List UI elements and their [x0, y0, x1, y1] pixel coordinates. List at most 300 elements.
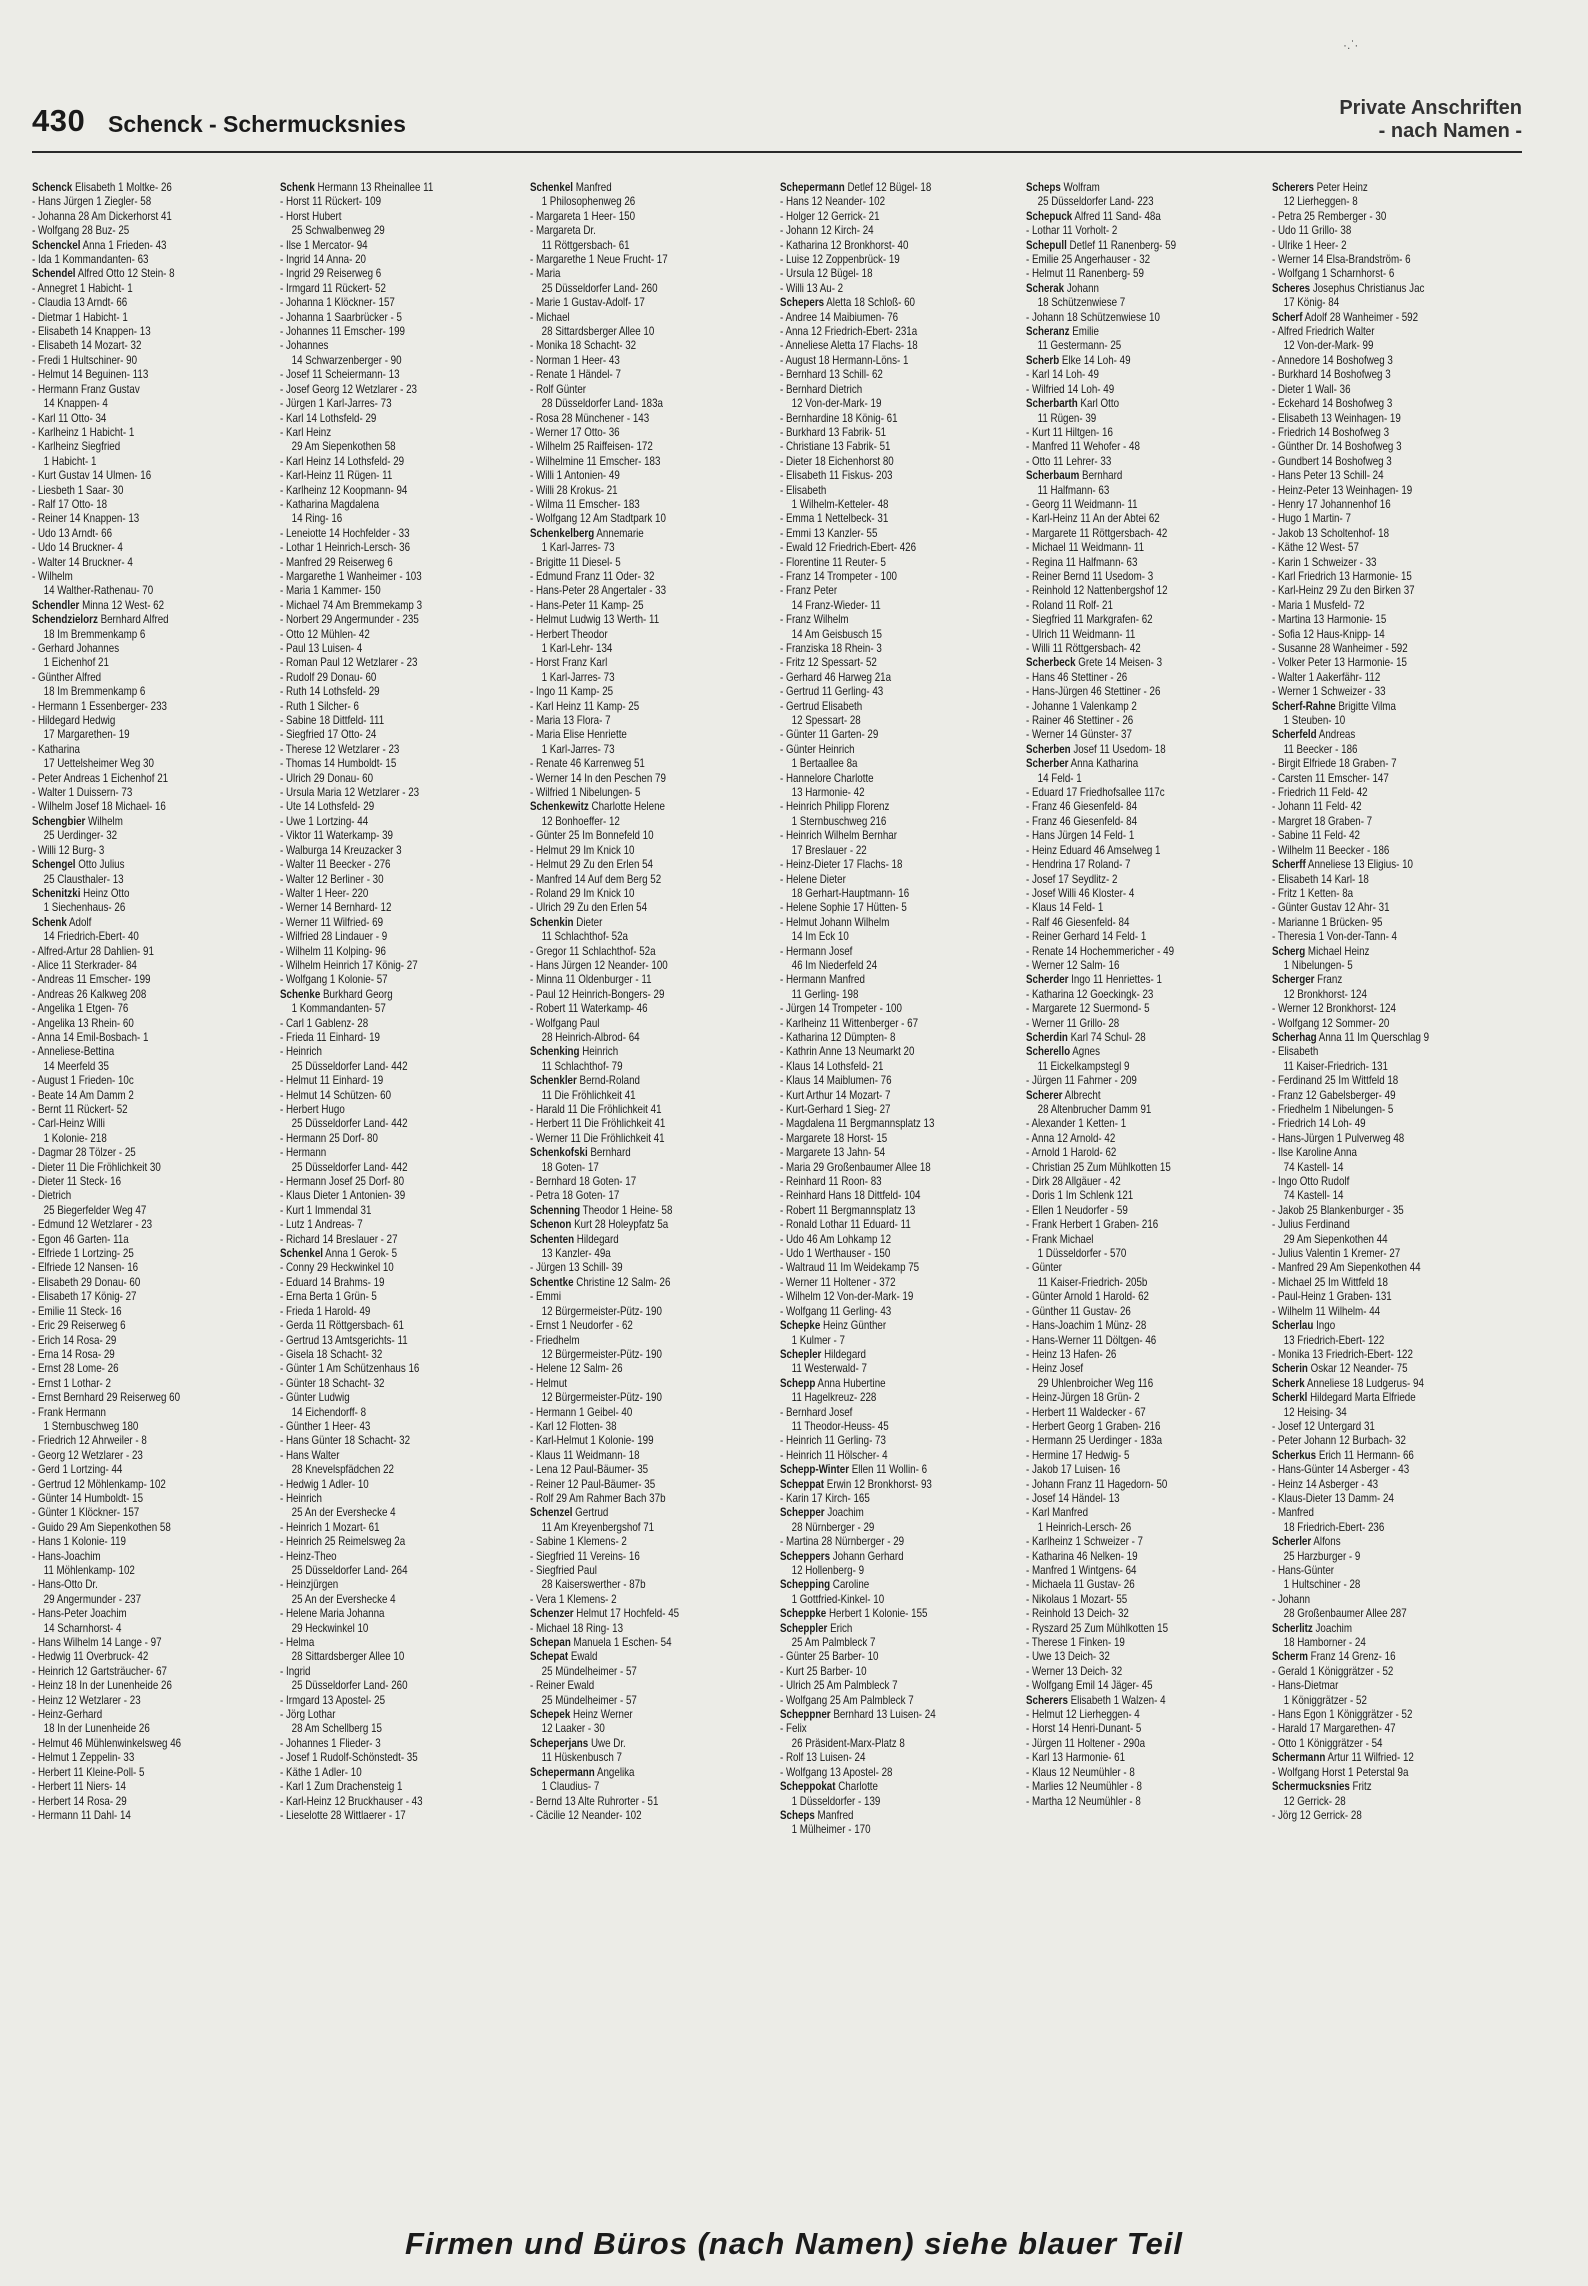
surname: Scherber: [1026, 756, 1069, 771]
directory-entry: - Martina 13 Harmonie- 15: [1272, 612, 1387, 627]
surname: Scherers: [1272, 180, 1314, 194]
directory-entry: Schenzel Gertrud: [530, 1505, 609, 1520]
directory-entry: - Reiner 12 Paul-Bäumer- 35: [530, 1476, 656, 1491]
surname: Schepers: [780, 295, 825, 310]
directory-entry: 18 In der Lunenheide 26: [43, 1721, 150, 1736]
directory-entry: - Günther Dr. 14 Boshofweg 3: [1272, 439, 1402, 454]
directory-entry: Schenten Hildegard: [530, 1231, 619, 1246]
directory-entry: 29 Am Siepenkothen 44: [1283, 1231, 1388, 1246]
directory-entry: - Karl Heinz 14 Lothsfeld- 29: [280, 453, 405, 468]
directory-entry: - Conny 29 Heckwinkel 10: [280, 1260, 394, 1275]
surname: Schenkin: [530, 914, 574, 929]
directory-entry: - Otto 1 Königgrätzer - 54: [1272, 1735, 1383, 1750]
directory-entry: - Johann: [1272, 1591, 1311, 1606]
directory-entry: - Roman Paul 12 Wetzlarer - 23: [280, 655, 418, 670]
directory-column-2: [280, 180, 524, 1822]
directory-entry: - Werner 14 In den Peschen 79: [530, 770, 666, 785]
directory-entry: - Klaus 14 Feld- 1: [1026, 900, 1104, 915]
directory-entry: - Henry 17 Johannenhof 16: [1272, 496, 1391, 511]
directory-entry: - Elisabeth 11 Fiskus- 203: [780, 468, 893, 483]
directory-entry: - Wilhelm 11 Wilhelm- 44: [1272, 1303, 1381, 1318]
directory-entry: - Ruth 1 Silcher- 6: [280, 698, 359, 713]
directory-entry: - Helmut: [530, 1375, 567, 1390]
directory-entry: - Günter 14 Humboldt- 15: [32, 1490, 144, 1505]
directory-entry: - Helmut 14 Beguinen- 113: [32, 367, 149, 382]
directory-entry: Scherbaum Bernhard: [1026, 468, 1123, 483]
directory-entry: 14 Scharnhorst- 4: [43, 1620, 122, 1635]
directory-entry: - Volker Peter 13 Harmonie- 15: [1272, 655, 1407, 670]
directory-entry: 11 Kaiser-Friedrich- 131: [1283, 1058, 1388, 1073]
directory-entry: - Julius Ferdinand: [1272, 1217, 1350, 1232]
directory-entry: 74 Kastell- 14: [1283, 1188, 1344, 1203]
directory-entry: - Maria 29 Großenbaumer Allee 18: [780, 1159, 931, 1174]
directory-entry: 11 Kaiser-Friedrich- 205b: [1037, 1274, 1148, 1289]
directory-entry: - Renate 14 Hochemmericher - 49: [1026, 943, 1175, 958]
directory-entry: - Robert 11 Waterkamp- 46: [530, 1001, 648, 1016]
directory-entry: - Ulrich 11 Weidmann- 11: [1026, 626, 1136, 641]
directory-entry: - Anneliese Aletta 17 Flachs- 18: [780, 338, 918, 353]
directory-entry: Scherer Albrecht: [1026, 1087, 1101, 1102]
directory-entry: - Wilfried 28 Lindauer - 9: [280, 929, 388, 944]
directory-entry: - Hildegard Hedwig: [32, 713, 116, 728]
directory-entry: - Peter Andreas 1 Eichenhof 21: [32, 770, 169, 785]
directory-entry: - Michaela 11 Gustav- 26: [1026, 1577, 1135, 1592]
directory-entry: - Günter Heinrich: [780, 741, 855, 756]
directory-entry: - Susanne 28 Wanheimer - 592: [1272, 641, 1408, 655]
directory-entry: - Käthe 12 West- 57: [1272, 540, 1359, 555]
directory-entry: 11 Gestermann- 25: [1037, 338, 1122, 353]
directory-entry: 12 Bürgermeister-Pütz- 190: [541, 1346, 662, 1361]
directory-entry: - Brigitte 11 Diesel- 5: [530, 554, 621, 569]
directory-entry: 25 Düsseldorfer Land- 442: [291, 1058, 408, 1073]
directory-entry: 25 Mündelheimer - 57: [541, 1663, 637, 1678]
directory-entry: - Wolfgang 1 Kolonie- 57: [280, 972, 388, 987]
directory-entry: Scheppers Johann Gerhard: [780, 1548, 904, 1563]
directory-entry: - Karl Friedrich 13 Harmonie- 15: [1272, 568, 1412, 583]
directory-entry: - Cäcilie 12 Neander- 102: [530, 1807, 642, 1822]
directory-entry: Schenkelberg Annemarie: [530, 525, 644, 540]
directory-entry: - Maria 13 Flora- 7: [530, 713, 611, 728]
directory-entry: - Otto 12 Mühlen- 42: [280, 626, 370, 641]
directory-entry: - Helene 12 Salm- 26: [530, 1361, 623, 1376]
surname: Schepan: [530, 1635, 571, 1650]
surname: Schenkofski: [530, 1145, 588, 1160]
directory-entry: 28 Altenbrucher Damm 91: [1037, 1102, 1152, 1116]
directory-entry: - Günter 18 Schacht- 32: [280, 1375, 385, 1390]
directory-entry: - Irmgard 13 Apostel- 25: [280, 1692, 386, 1707]
directory-entry: - Ursula Maria 12 Wetzlarer - 23: [280, 785, 420, 800]
directory-entry: - Hans-Peter 28 Angertaler - 33: [530, 583, 667, 598]
directory-entry: 1 Karl-Jarres- 73: [541, 540, 615, 555]
directory-entry: - Josef Georg 12 Wetzlarer - 23: [280, 381, 417, 396]
directory-entry: - Werner 11 Grillo- 28: [1026, 1015, 1120, 1030]
directory-entry: - Hermann Franz Gustav: [32, 381, 140, 396]
directory-entry: - Wilhelm: [32, 568, 73, 583]
directory-entry: - August 18 Hermann-Löns- 1: [780, 352, 909, 367]
directory-entry: - Hermine 17 Hedwig- 5: [1026, 1447, 1130, 1462]
directory-entry: - Heinrich 12 Gartsträucher- 67: [32, 1663, 167, 1678]
directory-entry: Scherers Elisabeth 1 Walzen- 4: [1026, 1692, 1166, 1707]
surname: Scherg: [1272, 943, 1306, 958]
directory-entry: - Claudia 13 Arndt- 66: [32, 295, 128, 310]
directory-entry: Schepke Heinz Günther: [780, 1318, 887, 1333]
surname: Schenkel: [530, 180, 574, 194]
directory-entry: 14 Franz-Wieder- 11: [791, 597, 881, 612]
directory-entry: 11 Halfmann- 63: [1037, 482, 1110, 497]
directory-entry: - Ingrid 14 Anna- 20: [280, 252, 367, 267]
directory-entry: 12 Laaker - 30: [541, 1721, 605, 1736]
directory-entry: - Wolfgang Emil 14 Jäger- 45: [1026, 1678, 1153, 1693]
directory-entry: - Bernd 13 Alte Ruhrorter - 51: [530, 1793, 659, 1808]
directory-entry: Scheps Manfred: [780, 1807, 854, 1822]
directory-entry: - Walter 1 Duissern- 73: [32, 785, 133, 800]
directory-entry: - Werner 14 Elsa-Brandström- 6: [1272, 252, 1411, 267]
directory-entry: - Roland 29 Im Knick 10: [530, 885, 635, 900]
directory-entry: Scherbarth Karl Otto: [1026, 396, 1120, 411]
directory-entry: - Helmut 29 Im Knick 10: [530, 842, 635, 857]
directory-entry: 11 Beecker - 186: [1283, 741, 1358, 756]
directory-entry: 12 Lierheggen- 8: [1283, 194, 1358, 209]
directory-entry: - Friedrich 14 Boshofweg 3: [1272, 424, 1390, 439]
surname: Scherbaum: [1026, 468, 1080, 483]
directory-entry: - Hans-Peter 11 Kamp- 25: [530, 597, 644, 612]
directory-entry: - Kurt Arthur 14 Mozart- 7: [780, 1087, 891, 1102]
directory-entry: - Margarethe 1 Wanheimer - 103: [280, 568, 422, 583]
directory-entry: Schendel Alfred Otto 12 Stein- 8: [32, 266, 175, 281]
directory-entry: 25 Mündelheimer - 57: [541, 1692, 637, 1707]
surname: Schenten: [530, 1231, 575, 1246]
directory-entry: 26 Präsident-Marx-Platz 8: [791, 1735, 905, 1750]
surname: Scheppokat: [780, 1779, 836, 1794]
directory-entry: - Sabine 1 Klemens- 2: [530, 1534, 627, 1549]
directory-entry: - Elisabeth 14 Mozart- 32: [32, 338, 142, 353]
directory-entry: - Wilfried 14 Loh- 49: [1026, 381, 1115, 396]
directory-entry: - Hans-Werner 11 Döltgen- 46: [1026, 1332, 1157, 1347]
directory-entry: - Holger 12 Gerrick- 21: [780, 208, 880, 223]
directory-entry: 1 Habicht- 1: [43, 453, 97, 468]
directory-entry: - Herbert 11 Waldecker - 67: [1026, 1404, 1146, 1419]
directory-entry: - Hannelore Charlotte: [780, 770, 874, 785]
directory-entry: 12 Bonhoeffer- 12: [541, 813, 620, 828]
directory-entry: - Maria: [530, 266, 561, 281]
directory-entry: - Margarethe 1 Neue Frucht- 17: [530, 252, 668, 267]
directory-entry: - Jakob 25 Blankenburger - 35: [1272, 1202, 1404, 1217]
directory-entry: - Eduard 14 Brahms- 19: [280, 1274, 385, 1289]
directory-entry: - Hans Peter 13 Schill- 24: [1272, 468, 1384, 483]
directory-entry: - Willi 1 Antonien- 49: [530, 468, 620, 483]
directory-entry: - Robert 11 Bergmannsplatz 13: [780, 1202, 916, 1217]
directory-entry: - Ruth 14 Lothsfeld- 29: [280, 684, 380, 699]
directory-entry: 1 Gottfried-Kinkel- 10: [791, 1591, 885, 1606]
surname: Schepp: [780, 1375, 816, 1390]
directory-entry: - Karl 14 Lothsfeld- 29: [280, 410, 377, 425]
directory-entry: 1 Philosophenweg 26: [541, 194, 636, 209]
directory-entry: - Hermann 25 Dorf- 80: [280, 1130, 378, 1145]
directory-entry: - Maria 1 Kammer- 150: [280, 583, 381, 598]
directory-entry: - Lena 12 Paul-Bäumer- 35: [530, 1462, 649, 1477]
directory-entry: - Lothar 11 Vorholt- 2: [1026, 223, 1118, 238]
directory-entry: - Wilhelm Josef 18 Michael- 16: [32, 799, 166, 814]
directory-entry: - Bernhard 13 Schill- 62: [780, 367, 883, 382]
directory-entry: - Helmut 14 Schützen- 60: [280, 1087, 392, 1102]
directory-entry: - Maria Elise Henriette: [530, 727, 627, 742]
directory-entry: - Uwe 1 Lortzing- 44: [280, 813, 369, 828]
surname: Scherler: [1272, 1534, 1312, 1549]
directory-entry: - Margarete 18 Horst- 15: [780, 1130, 888, 1145]
directory-entry: - Thomas 14 Humboldt- 15: [280, 756, 397, 771]
directory-entry: Scheppke Herbert 1 Kolonie- 155: [780, 1606, 928, 1621]
directory-entry: - Emma 1 Nettelbeck- 31: [780, 511, 889, 526]
directory-entry: - Magdalena 11 Bergmannsplatz 13: [780, 1116, 935, 1131]
directory-entry: - Horst 14 Henri-Dunant- 5: [1026, 1721, 1142, 1736]
directory-entry: Scherger Franz: [1272, 972, 1343, 987]
surname: Scherkl: [1272, 1390, 1308, 1405]
directory-entry: - Bernhard Dietrich: [780, 381, 863, 396]
directory-entry: - Horst Hubert: [280, 208, 342, 223]
directory-entry: 28 Kaiserswerther - 87b: [541, 1577, 646, 1592]
directory-entry: - Wilfried 1 Nibelungen- 5: [530, 785, 641, 800]
directory-entry: 1 Sternbuschweg 180: [43, 1418, 139, 1433]
section-label-line2: - nach Namen -: [1378, 120, 1522, 142]
directory-entry: Schepull Detlef 11 Ranenberg- 59: [1026, 237, 1177, 252]
directory-entry: 25 An der Evershecke 4: [291, 1591, 396, 1606]
directory-entry: Schendzielorz Bernhard Alfred: [32, 612, 169, 627]
directory-entry: Scherk Anneliese 18 Ludgerus- 94: [1272, 1375, 1424, 1390]
directory-entry: - Josef 14 Händel- 13: [1026, 1490, 1120, 1505]
directory-entry: - Ilse Karoline Anna: [1272, 1145, 1357, 1160]
directory-entry: 12 Bürgermeister-Pütz- 190: [541, 1390, 662, 1405]
directory-entry: - Emilie 11 Steck- 16: [32, 1303, 122, 1318]
directory-entry: - Emmi: [530, 1289, 562, 1304]
directory-entry: - Kurt 25 Barber- 10: [780, 1663, 867, 1678]
directory-entry: - Hugo 1 Martin- 7: [1272, 511, 1351, 526]
directory-entry: - Heinz-Jürgen 18 Grün- 2: [1026, 1390, 1140, 1405]
directory-entry: - Monika 18 Schacht- 32: [530, 338, 637, 353]
directory-entry: - Erna 14 Rosa- 29: [32, 1346, 115, 1361]
directory-entry: - Herbert Theodor: [530, 626, 608, 641]
directory-entry: Scheppat Erwin 12 Bronkhorst- 93: [780, 1476, 932, 1491]
directory-entry: 11 Röttgersbach- 61: [541, 237, 630, 252]
directory-entry: - Reinhold 12 Nattenbergshof 12: [1026, 583, 1168, 598]
directory-entry: - Johanna 1 Klöckner- 157: [280, 295, 395, 310]
directory-entry: - Karl Heinz 11 Kamp- 25: [530, 698, 640, 713]
directory-entry: - Johanne 1 Valenkamp 2: [1026, 698, 1137, 713]
directory-entry: - Christiane 13 Fabrik- 51: [780, 439, 891, 454]
directory-entry: - Angelika 1 Etgen- 76: [32, 1001, 129, 1016]
directory-entry: - Gertrud 12 Möhlenkamp- 102: [32, 1476, 166, 1491]
directory-entry: - Egon 46 Garten- 11a: [32, 1231, 129, 1246]
directory-entry: - Annegret 1 Habicht- 1: [32, 280, 133, 295]
directory-entry: - Herbert 11 Niers- 14: [32, 1779, 126, 1794]
directory-entry: - Luise 12 Zoppenbrück- 19: [780, 252, 900, 267]
directory-entry: Schermucksnies Fritz: [1272, 1779, 1372, 1794]
directory-entry: - Nikolaus 1 Mozart- 55: [1026, 1591, 1128, 1606]
directory-entry: - Hermann Josef: [780, 943, 853, 958]
directory-entry: - Willi 28 Krokus- 21: [530, 482, 618, 497]
directory-entry: - Werner 14 Günster- 37: [1026, 727, 1132, 742]
scan-artifact: ·.ˈ·: [1343, 38, 1359, 52]
directory-entry: 18 Friedrich-Ebert- 236: [1283, 1519, 1385, 1534]
directory-entry: - Manfred 29 Reiserweg 6: [280, 554, 393, 569]
directory-entry: 28 Knevelspfädchen 22: [291, 1462, 394, 1477]
directory-entry: - Kurt 11 Hiltgen- 16: [1026, 424, 1113, 439]
directory-entry: - Doris 1 Im Schlenk 121: [1026, 1188, 1134, 1203]
surname: Scherk: [1272, 1375, 1305, 1390]
directory-entry: - Werner 13 Deich- 32: [1026, 1663, 1123, 1678]
surname: Schendzielorz: [32, 612, 98, 627]
surname: Scherin: [1272, 1361, 1308, 1376]
directory-entry: - Günter 1 Klöckner- 157: [32, 1505, 140, 1520]
directory-entry: Scherder Ingo 11 Henriettes- 1: [1026, 972, 1162, 987]
directory-entry: - Jürgen 14 Trompeter - 100: [780, 1001, 902, 1016]
surname: Scheps: [1026, 180, 1061, 194]
directory-entry: 18 Schützenwiese 7: [1037, 295, 1126, 310]
directory-entry: - Margarete 12 Suermond- 5: [1026, 1001, 1150, 1016]
directory-entry: - Heinz-Dieter 17 Flachs- 18: [780, 857, 903, 872]
directory-entry: - Anneliese-Bettina: [32, 1044, 115, 1059]
directory-entry: - Alfred Friedrich Walter: [1272, 324, 1375, 339]
directory-entry: - Johannes: [280, 338, 329, 353]
directory-entry: - Frieda 11 Einhard- 19: [280, 1029, 380, 1044]
directory-entry: - Hans Jürgen 14 Feld- 1: [1026, 828, 1135, 843]
directory-entry: - Vera 1 Klemens- 2: [530, 1591, 617, 1606]
directory-entry: - Walter 14 Bruckner- 4: [32, 554, 133, 569]
directory-entry: - Kurt Gustav 14 Ulmen- 16: [32, 468, 152, 483]
directory-entry: - Heinrich: [280, 1490, 322, 1505]
surname: Schepler: [780, 1346, 822, 1361]
directory-entry: - Eckehard 14 Boshofweg 3: [1272, 396, 1393, 411]
directory-entry: - Jörg 12 Gerrick- 28: [1272, 1807, 1362, 1822]
surname: Schepp-Winter: [780, 1462, 850, 1477]
directory-entry: 11 Schlachthof- 79: [541, 1058, 623, 1073]
directory-entry: 11 Hüskenbusch 7: [541, 1750, 623, 1765]
directory-entry: - Ingrid: [280, 1663, 311, 1678]
directory-entry: - Walter 12 Berliner - 30: [280, 871, 384, 886]
directory-entry: 28 Sittardsberger Allee 10: [541, 324, 655, 339]
directory-entry: - Günter 25 Im Bonnefeld 10: [530, 828, 654, 843]
directory-entry: - Josef Willi 46 Kloster- 4: [1026, 885, 1135, 900]
surname: Schermann: [1272, 1750, 1326, 1765]
directory-entry: - Heinrich 1 Mozart- 61: [280, 1519, 380, 1534]
footer-note: Firmen und Büros (nach Namen) siehe blauer Teil: [405, 2226, 1183, 2261]
directory-column-5: [1026, 180, 1270, 1808]
directory-entry: - Katharina Magdalena: [280, 496, 380, 511]
directory-entry: - Karl 12 Flotten- 38: [530, 1418, 617, 1433]
directory-entry: - Irmgard 11 Rückert- 52: [280, 280, 386, 295]
surname: Schentke: [530, 1274, 574, 1289]
directory-entry: - Johann 11 Feld- 42: [1272, 799, 1362, 814]
directory-entry: - Heinrich 25 Reimelsweg 2a: [280, 1534, 406, 1549]
directory-entry: - Erich 14 Rosa- 29: [32, 1332, 117, 1347]
directory-entry: - Horst 11 Rückert- 109: [280, 194, 382, 209]
directory-entry: 1 Karl-Jarres- 73: [541, 669, 615, 684]
directory-entry: - Willi 12 Burg- 3: [32, 842, 105, 857]
directory-entry: - Manfred: [1272, 1505, 1314, 1520]
directory-entry: - Johannes 1 Flieder- 3: [280, 1735, 381, 1750]
directory-entry: - Bernhard Josef: [780, 1404, 853, 1419]
directory-entry: - Karlheinz 1 Schweizer - 7: [1026, 1534, 1144, 1549]
directory-entry: - Ralf 46 Giesenfeld- 84: [1026, 914, 1130, 929]
directory-entry: - Karin 17 Kirch- 165: [780, 1490, 870, 1505]
directory-entry: - Heinrich Wilhelm Bernhar: [780, 828, 897, 843]
directory-entry: Scheranz Emilie: [1026, 324, 1099, 339]
directory-entry: Scherbeck Grete 14 Meisen- 3: [1026, 655, 1163, 670]
directory-entry: 25 Uerdinger- 32: [43, 828, 118, 843]
directory-entry: - Margareta Dr.: [530, 223, 596, 238]
surname: Scheppke: [780, 1606, 827, 1621]
directory-entry: - Katharina 12 Bronkhorst- 40: [780, 237, 909, 252]
directory-entry: 17 Margarethen- 19: [43, 727, 130, 742]
directory-entry: 74 Kastell- 14: [1283, 1159, 1344, 1174]
directory-entry: - Franz 12 Gabelsberger- 49: [1272, 1087, 1396, 1102]
directory-entry: - Ralf 17 Otto- 18: [32, 496, 108, 511]
surname: Schendler: [32, 597, 80, 612]
directory-entry: - Alice 11 Sterkrader- 84: [32, 957, 137, 972]
surname: Scheranz: [1026, 324, 1070, 339]
directory-entry: 17 Uettelsheimer Weg 30: [43, 756, 154, 771]
directory-entry: - Manfred 11 Wehofer - 48: [1026, 439, 1140, 454]
surname: Schepke: [780, 1318, 821, 1333]
directory-entry: - Erna Berta 1 Grün- 5: [280, 1289, 377, 1304]
directory-entry: - Heinz-Theo: [280, 1548, 337, 1563]
directory-entry: - Käthe 1 Adler- 10: [280, 1764, 362, 1779]
directory-entry: Schengbier Wilhelm: [32, 813, 123, 828]
directory-entry: - Martha 12 Neumühler - 8: [1026, 1793, 1141, 1808]
directory-entry: - Wolfgang 25 Am Palmbleck 7: [780, 1692, 914, 1707]
directory-entry: Schepers Aletta 18 Schloß- 60: [780, 295, 915, 310]
surname: Scherkus: [1272, 1447, 1317, 1462]
directory-entry: - Franz 14 Trompeter - 100: [780, 568, 898, 583]
directory-entry: Scherfeld Andreas: [1272, 727, 1356, 742]
directory-entry: - Georg 11 Weidmann- 11: [1026, 496, 1138, 511]
directory-entry: - Josef 11 Scheiermann- 13: [280, 367, 400, 382]
directory-entry: - Josef 1 Rudolf-Schönstedt- 35: [280, 1750, 418, 1765]
directory-entry: - Josef 12 Untergard 31: [1272, 1418, 1375, 1433]
directory-entry: - Angelika 13 Rhein- 60: [32, 1015, 134, 1030]
directory-entry: 28 Am Schellberg 15: [291, 1721, 382, 1736]
directory-entry: - Andreas 11 Emscher- 199: [32, 972, 151, 987]
directory-entry: Schepermann Angelika: [530, 1764, 635, 1779]
directory-entry: Scherhag Anna 11 Im Querschlag 9: [1272, 1029, 1430, 1044]
directory-entry: - Elfriede 1 Lortzing- 25: [32, 1246, 134, 1261]
directory-entry: 11 Eickelkampstegl 9: [1037, 1058, 1130, 1073]
directory-entry: - Rainer 46 Stettiner - 26: [1026, 713, 1134, 728]
directory-entry: - Alexander 1 Ketten- 1: [1026, 1116, 1127, 1131]
directory-entry: 29 Uhlenbroicher Weg 116: [1037, 1375, 1154, 1390]
directory-entry: Schenkin Dieter: [530, 914, 603, 929]
directory-entry: - Carsten 11 Emscher- 147: [1272, 770, 1389, 785]
directory-entry: - Liesbeth 1 Saar- 30: [32, 482, 124, 497]
directory-entry: Scherkus Erich 11 Hermann- 66: [1272, 1447, 1414, 1462]
directory-entry: 25 Düsseldorfer Land- 260: [291, 1678, 408, 1693]
directory-entry: - Ulrike 1 Heer- 2: [1272, 237, 1347, 252]
directory-entry: - Wolfgang 12 Am Stadtpark 10: [530, 511, 666, 526]
directory-entry: - Udo 46 Am Lohkamp 12: [780, 1231, 892, 1246]
directory-entry: - Heinz Josef: [1026, 1361, 1084, 1376]
directory-entry: 11 Gerling- 198: [791, 986, 859, 1001]
directory-entry: - Hans-Dietmar: [1272, 1678, 1339, 1693]
directory-entry: - Wolfgang Horst 1 Peterstal 9a: [1272, 1764, 1409, 1779]
directory-entry: - Reinhard Hans 18 Dittfeld- 104: [780, 1188, 921, 1203]
directory-entry: - Lutz 1 Andreas- 7: [280, 1217, 363, 1232]
directory-entry: - Wilhelm Heinrich 17 König- 27: [280, 957, 418, 972]
directory-entry: - Heinrich: [280, 1044, 322, 1059]
directory-entry: - Günther Alfred: [32, 669, 102, 684]
directory-entry: 14 Ring- 16: [291, 511, 343, 526]
directory-entry: Schepping Caroline: [780, 1577, 870, 1592]
surname: Schepper: [780, 1505, 825, 1520]
directory-entry: 18 Gerhart-Hauptmann- 16: [791, 885, 910, 900]
